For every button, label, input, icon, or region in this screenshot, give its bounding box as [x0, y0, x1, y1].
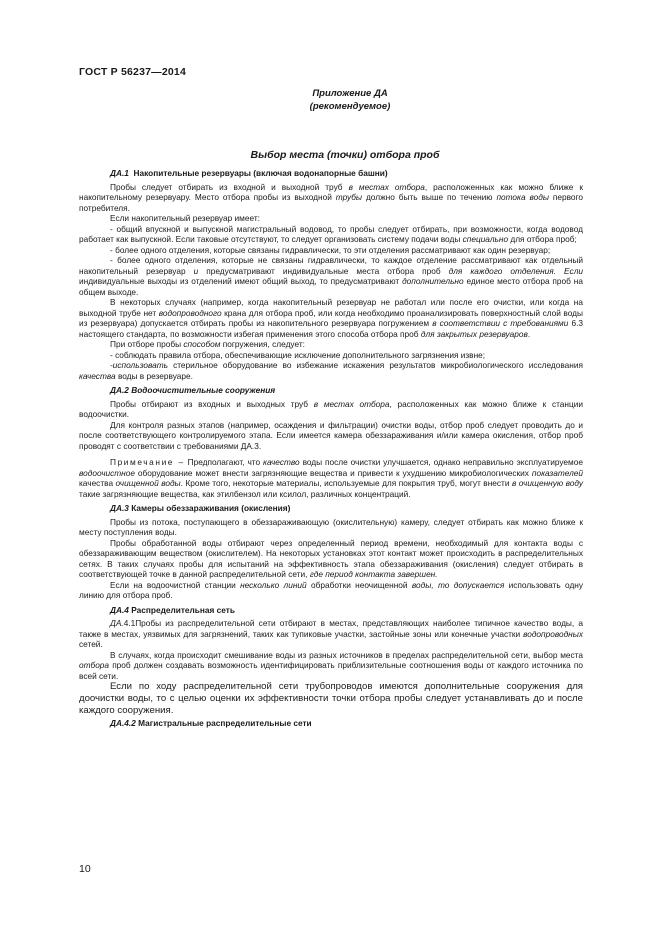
paragraph: Если по ходу распределительной сети трубопроводов имеются дополнительные сооружения для доочистки воды, то с целью оценки их эффективности точки отбора пробы следует устанавливать до и после каждого сооружения.: [79, 681, 583, 716]
paragraph: Пробы обработанной воды отбирают через определенный период времени, необходимый для контакта воды с обеззараживающим веществом (окислителем). На некоторых установках этот контакт может происходить в распределительных сетях. В таких случаях пробы для испытаний на эффективность этапа обеззараживания (окисления) следует отбирать в соответствующей точке в данной распределительной сети, где период контакта завершен.: [79, 537, 583, 579]
paragraph: Если на водоочистной станции несколько линий обработки неочищенной воды, то допускается использовать одну линию для отбора проб.: [79, 579, 584, 600]
paragraph: Пробы из потока, поступающего в обеззараживающую (окислительную) камеру, следует отбирать как можно ближе к месту поступления воды.: [79, 516, 583, 537]
list-item: - более одного отделения, которые связаны гидравлически, то эти отделения рассматривают как один резервуар;: [110, 244, 551, 255]
subsection-heading-da42: ДА.4.2 Магистральные распределительные сети: [110, 718, 312, 728]
list-item: - общий впускной и выпускной магистральный водовод, то пробы следует отбирать, при возможности, когда водовод работает как выпускной. Если таковые отсутствуют, то следует организовать систему подачи воды специально для отбора проб;: [79, 223, 583, 244]
paragraph: В случаях, когда происходит смешивание воды из разных источников в пределах распределительной сети, выбор места отбора проб должен создавать возможность идентифицировать приблизительные соотношения воды от каждого источника по всей сети.: [79, 649, 583, 681]
list-item: -использовать стерильное оборудование во избежание искажения результатов микробиологического исследования качества воды в резервуаре.: [79, 360, 583, 381]
paragraph: При отборе пробы способом погружения, следует:: [110, 339, 305, 349]
standard-number: ГОСТ Р 56237—2014: [79, 66, 187, 78]
appendix-title: Приложение ДА: [312, 88, 388, 99]
list-item: - соблюдать правила отбора, обеспечивающие исключение дополнительного загрязнения извне;: [110, 349, 486, 360]
paragraph: В некоторых случаях (например, когда накопительный резервуар не работал или после его очистки, или когда на выходной трубе нет водопроводного крана для отбора проб, или когда необходимо проанализировать поверхностный слой воды из резервуара) допускается отбирать пробы из накопительного резервуара погружением в соответствии с требованиями 6.3 настоящего стандарта, по возможности избегая применения этого способа отбора проб для закрытых резервуаров.: [79, 297, 584, 339]
section-heading-da4: ДА.4 Распределительная сеть: [110, 604, 235, 615]
section-heading-da3: ДА.3 Камеры обеззараживания (окисления): [110, 503, 291, 513]
paragraph: Пробы отбирают из входных и выходных труб в местах отбора, расположенных как можно ближе к станции водоочистки.: [79, 398, 584, 419]
paragraph: Пробы следует отбирать из входной и выходной труб в местах отбора, расположенных как можно ближе к накопительному резервуару. Место отбора пробы из выходной трубы должно быть выше по течению потока воды первого потребителя.: [79, 181, 584, 213]
section-heading-da2: ДА.2 Водоочистительные сооружения: [110, 385, 276, 395]
paragraph: Для контроля разных этапов (например, осаждения и фильтрации) очистки воды, отбор проб следует проводить до и после соответствующего контролируемого этапа. Если имеется камера обеззараживания и/или камера окисления, отбор проб проводят с соответствии с требованиями ДА.3.: [79, 419, 583, 451]
paragraph: Если накопительный резервуар имеет:: [110, 213, 260, 223]
document-body: [79, 168, 583, 732]
appendix-heading: Выбор места (точки) отбора проб: [250, 149, 440, 161]
appendix-status: (рекомендуемое): [309, 100, 391, 112]
list-item: - более одного отделения, которые не связаны гидравлически, то каждое отделение рассматривают как отдельный накопительный резервуар и предусматривают индивидуальные места отбора проб для каждого отделения. Если индивидуальные выходы из отделений имеют общий выход, то предусматривают дополнительно единое место отбора проб на общем выходе.: [79, 255, 583, 297]
note: Примечание – Предполагают, что качество воды после очистки улучшается, однако неправильно эксплуатируемое водоочистное оборудование может внести загрязняющие вещества и привести к ухудшению микробиологических показателей качества очищенной воды. Кроме того, некоторые материалы, используемые для покрытия труб, могут внести в очищенную воду такие загрязняющие вещества, как этилбензол или ксилол, различных концентраций.: [79, 457, 584, 499]
page-number: 10: [79, 863, 91, 875]
note-label: Примечание –: [110, 457, 185, 467]
paragraph: ДА.4.1Пробы из распределительной сети отбирают в местах, представляющих наиболее типичное качество воды, а также в местах, уязвимых для загрязнений, таких как тупиковые участки, застойные зоны или конечные участки водопроводных сетей.: [79, 618, 583, 649]
section-heading-da1: ДА.1 Накопительные резервуары (включая водонапорные башни): [110, 168, 388, 178]
appendix-label: [300, 88, 400, 113]
